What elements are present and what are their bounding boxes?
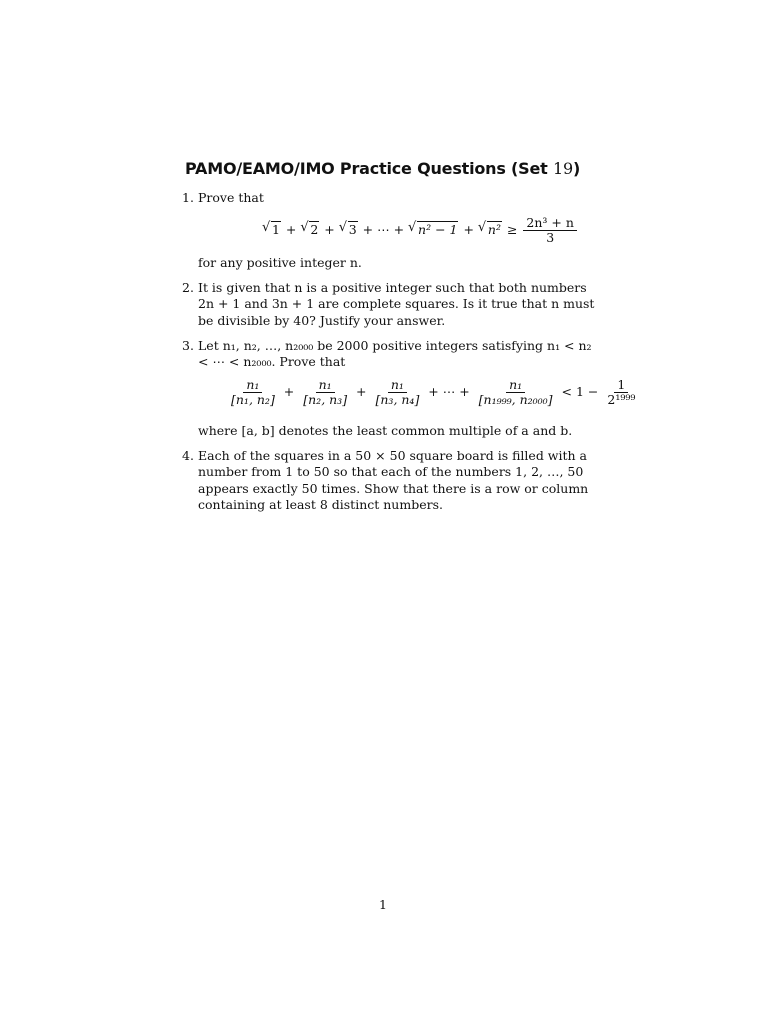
problem-text: It is given that n is a positive integer such that both numbers 2n + 1 and 3n + 1 are complete squares. Is it true that n must be divisible by 40? Justify your answer. (198, 280, 595, 328)
problem-number: 3. (182, 338, 194, 353)
math-display-sum: $\frac{\text{n₁}}{\text{[n₁, n₂]}}$ + $\frac{\text{n₁}}{\text{[n₂, n₃]}}$ + $\frac{\text{n₁}}{\text{[n₃, n₄]}}$ + ⋯ + $\frac{\text{n₁}}{\text{[n₁₉₉₉, n₂₀₀₀]}}$ < 1 − $\frac{1}{\text{2¹⁹⁹⁹}}$ (231, 377, 636, 407)
problem-4 (182, 448, 602, 514)
problem-text: Each of the squares in a 50 × 50 square board is filled with a number from 1 to 50 so that each of the numbers 1, 2, …, 50 appears exactly 50 times. Show that there is a row or column containing at least 8 distinct numbers. (198, 448, 589, 513)
problem-3 (182, 338, 636, 448)
problem-number: 2. (182, 280, 194, 295)
problem-outro: where [a, b] denotes the least common multiple of a and b. (198, 423, 573, 438)
problem-intro: Prove that (198, 190, 264, 205)
problem-outro: for any positive integer n. (198, 255, 362, 270)
problem-intro: Let n₁, n₂, …, n₂₀₀₀ be 2000 positive integers satisfying n₁ < n₂ < ⋯ < n₂₀₀₀. Prove that (198, 338, 592, 370)
math-display-inequality: √ 1 + √ 2 + √ 3 + ⋯ + √ n² − 1 + √ n² ≥ $\frac{\text{2n³ + n}}{3}$ (262, 216, 579, 245)
problem-1 (182, 190, 602, 270)
problem-number: 1. (182, 190, 194, 205)
problem-2 (182, 280, 602, 329)
page-title: PAMO/EAMO/IMO Practice Questions (Set 19) (185, 159, 581, 178)
problem-number: 4. (182, 448, 194, 463)
page-number: 1 (379, 897, 387, 912)
